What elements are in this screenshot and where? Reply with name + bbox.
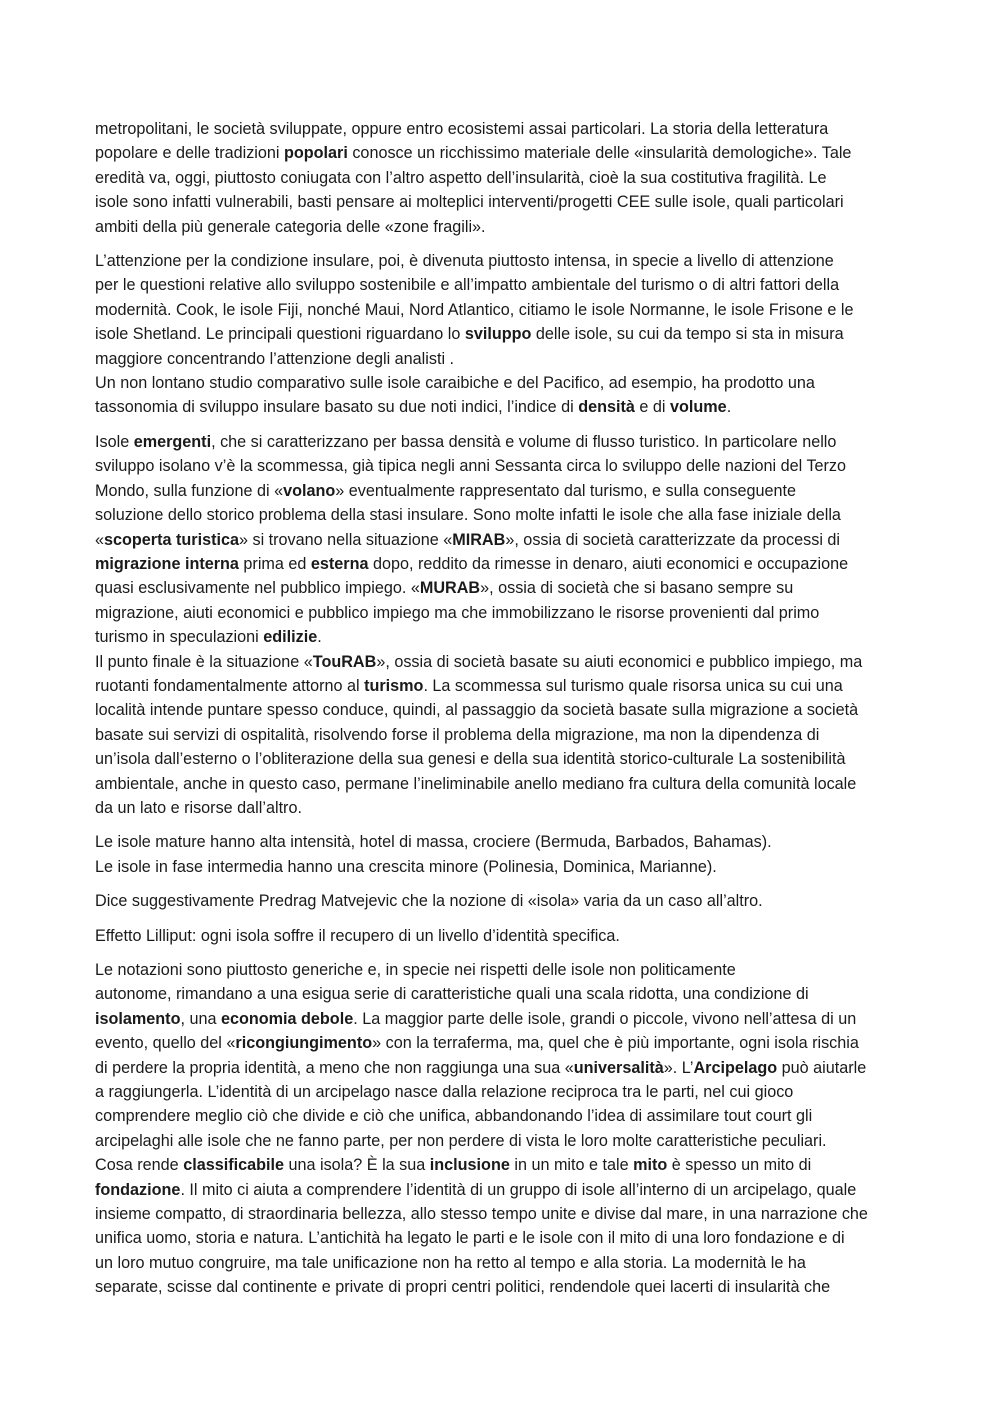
bold-term: volume <box>670 398 727 417</box>
bold-term: TouRAB <box>312 652 377 671</box>
text-run: autonome, rimandano a una esigua serie di caratteristiche quali una scala ridotta, una condizione di <box>95 985 809 1004</box>
text-line <box>95 298 915 322</box>
paragraph <box>95 249 915 420</box>
bold-term: scoperta turistica <box>104 530 239 549</box>
text-run: ambiti della più generale categoria delle «zone fragili». <box>95 217 486 236</box>
paragraph <box>95 430 915 821</box>
text-run: Le notazioni sono piuttosto generiche e, in specie nei rispetti delle isole non politicamente <box>95 961 736 979</box>
text-run: a raggiungerla. L’identità di un arcipelago nasce dalla relazione reciproca tra le parti, nel cui gioco <box>95 1083 794 1102</box>
text-run: una isola? È la sua <box>283 1156 430 1175</box>
paragraph <box>95 924 915 948</box>
text-run: eredità va, oggi, piuttosto coniugata con l’altro aspetto dell’insularità, cioè la sua costitutiva fragilità. Le <box>95 168 827 187</box>
text-line <box>95 796 915 820</box>
text-run: Effetto Lilliput: ogni isola soffre il recupero di un livello d’identità specifica. <box>95 926 620 945</box>
text-line <box>95 371 915 395</box>
text-line <box>95 1226 915 1250</box>
bold-term: migrazione interna <box>95 554 239 573</box>
paragraph <box>95 889 915 913</box>
text-line <box>95 958 915 982</box>
paragraph <box>95 117 915 239</box>
text-run: Mondo, sulla funzione di « <box>95 481 284 500</box>
text-line <box>95 322 915 346</box>
text-line <box>95 479 915 503</box>
text-run: « <box>95 530 105 549</box>
text-line <box>95 889 915 913</box>
text-line <box>95 723 915 747</box>
text-line <box>95 601 915 625</box>
bold-term: MURAB <box>419 579 481 598</box>
text-run: è spesso un mito di <box>667 1156 812 1175</box>
text-run: » eventualmente rappresentato dal turismo, e sulla conseguente <box>335 481 796 500</box>
text-line <box>95 273 915 297</box>
text-run: in un mito e tale <box>509 1156 634 1175</box>
text-line <box>95 698 915 722</box>
text-run: . La scommessa sul turismo quale risorsa unica su cui una <box>423 676 843 695</box>
text-line <box>95 747 915 771</box>
text-run: modernità. Cook, le isole Fiji, nonché Maui, Nord Atlantico, citiamo le isole Normanne, le isole Frisone e le <box>95 300 854 319</box>
text-line <box>95 576 915 600</box>
text-run: da un lato e risorse dall’altro. <box>95 798 302 817</box>
text-line <box>95 249 915 273</box>
text-run: Un non lontano studio comparativo sulle isole caraibiche e del Pacifico, ad esempio, ha prodotto una <box>95 374 815 393</box>
text-run: isole sono infatti vulnerabili, basti pensare ai molteplici interventi/progetti CEE sulle isole, quali particolari <box>95 193 844 212</box>
text-line <box>95 395 915 419</box>
bold-term: inclusione <box>429 1156 510 1175</box>
text-line <box>95 552 915 576</box>
text-run: può aiutarle <box>777 1058 867 1077</box>
text-run: metropolitani, le società sviluppate, oppure entro ecosistemi assai particolari. La storia della letteratura <box>95 120 829 138</box>
text-line <box>95 1129 915 1153</box>
text-run: ». L’ <box>663 1058 694 1077</box>
text-run: prima ed <box>238 554 311 573</box>
text-run: arcipelaghi alle isole che ne fanno parte, per non perdere di vista le loro molte caratteristiche peculiari. <box>95 1131 827 1150</box>
text-run: . Il mito ci aiuta a comprendere l’identità di un gruppo di isole all’interno di un arcipelago, quale <box>180 1180 857 1199</box>
text-line <box>95 1178 915 1202</box>
bold-term: popolari <box>283 144 348 163</box>
bold-term: universalità <box>573 1058 664 1077</box>
paragraph <box>95 958 915 1300</box>
text-run: . La maggior parte delle isole, grandi o piccole, vivono nell’attesa di un <box>353 1009 857 1028</box>
text-run: conosce un ricchissimo materiale delle «insularità demologiche». Tale <box>347 144 852 163</box>
text-run: . <box>317 628 322 647</box>
bold-term: sviluppo <box>464 325 532 344</box>
bold-term: MIRAB <box>452 530 506 549</box>
text-line <box>95 1202 915 1226</box>
text-run: . <box>726 398 732 417</box>
text-run: tassonomia di sviluppo insulare basato su due noti indici, l’indice di <box>95 398 579 417</box>
text-line <box>95 674 915 698</box>
text-run: », ossia di società basate su aiuti economici e pubblico impiego, ma <box>376 652 863 671</box>
text-run: dopo, reddito da rimesse in denaro, aiuti economici e occupazione <box>368 554 849 573</box>
text-run: » si trovano nella situazione « <box>238 530 453 549</box>
text-run: di perdere la propria identità, a meno che non raggiunga una sua « <box>95 1058 574 1077</box>
text-run: sviluppo isolano v’è la scommessa, già tipica negli anni Sessanta circa lo sviluppo delle nazioni del Terzo <box>95 457 847 476</box>
text-line <box>95 1104 915 1128</box>
bold-term: turismo <box>364 676 424 695</box>
text-run: turismo in speculazioni <box>95 628 264 647</box>
text-line <box>95 1007 915 1031</box>
text-run: per le questioni relative allo sviluppo sostenibile e all’impatto ambientale del turismo o di altri fattori della <box>95 276 840 295</box>
text-run: popolare e delle tradizioni <box>95 144 284 163</box>
text-line <box>95 215 915 239</box>
text-line <box>95 1031 915 1055</box>
text-line <box>95 347 915 371</box>
text-line <box>95 141 915 165</box>
text-run: un loro mutuo congruire, ma tale unificazione non ha retto al tempo e alla storia. La modernità le ha <box>95 1253 806 1272</box>
text-run: », ossia di società che si basano sempre su <box>480 579 794 598</box>
text-line <box>95 190 915 214</box>
text-run: Le isole in fase intermedia hanno una crescita minore (Polinesia, Dominica, Marianne). <box>95 857 717 876</box>
text-run: », ossia di società caratterizzate da processi di <box>505 530 841 549</box>
bold-term: isolamento <box>95 1009 181 1028</box>
text-line <box>95 454 915 478</box>
bold-term: edilizie <box>263 628 318 647</box>
paragraph <box>95 830 915 879</box>
bold-term: emergenti <box>133 432 212 451</box>
bold-term: volano <box>283 481 336 500</box>
text-run: maggiore concentrando l’attenzione degli analisti . <box>95 349 455 368</box>
bold-term: fondazione <box>95 1180 181 1199</box>
text-run: » con la terraferma, ma, quel che è più importante, ogni isola rischia <box>372 1034 859 1053</box>
text-line <box>95 430 915 454</box>
bold-term: Arcipelago <box>693 1058 778 1077</box>
text-line <box>95 855 915 879</box>
text-line <box>95 650 915 674</box>
text-run: ruotanti fondamentalmente attorno al <box>95 676 365 695</box>
text-run: Cosa rende <box>95 1156 184 1175</box>
text-run: Le isole mature hanno alta intensità, hotel di massa, crociere (Bermuda, Barbados, Bahamas). <box>95 833 772 852</box>
text-line <box>95 1275 915 1299</box>
text-line <box>95 1251 915 1275</box>
text-run: isole Shetland. Le principali questioni riguardano lo <box>95 325 465 344</box>
text-run: , che si caratterizzano per bassa densità e volume di flusso turistico. In particolare nello <box>211 432 837 451</box>
text-line <box>95 982 915 1006</box>
text-line <box>95 924 915 948</box>
bold-term: esterna <box>310 554 369 573</box>
text-run: un’isola dall’esterno o l’obliterazione della sua genesi e della sua identità storico-culturale La sostenibilità <box>95 750 846 769</box>
text-line <box>95 528 915 552</box>
bold-term: mito <box>633 1156 668 1175</box>
text-run: delle isole, su cui da tempo si sta in misura <box>531 325 844 344</box>
text-line <box>95 830 915 854</box>
text-run: L’attenzione per la condizione insulare, poi, è divenuta piuttosto intensa, in specie a livello di attenzione <box>95 252 834 271</box>
bold-term: classificabile <box>183 1156 284 1175</box>
text-line <box>95 1080 915 1104</box>
text-line <box>95 772 915 796</box>
bold-term: economia debole <box>220 1009 354 1028</box>
text-line <box>95 117 915 141</box>
text-run: soluzione dello storico problema della stasi insulare. Sono molte infatti le isole che alla fase iniziale della <box>95 506 841 525</box>
text-run: separate, scisse dal continente e private di propri centri politici, rendendole quei lacerti di insularità che <box>95 1278 831 1297</box>
text-run: ambientale, anche in questo caso, permane l’ineliminabile anello mediano fra cultura della comunità locale <box>95 774 857 793</box>
text-run: basate sui servizi di ospitalità, risolvendo forse il problema della migrazione, ma non la dipendenza di <box>95 725 820 744</box>
document-body <box>95 117 915 1310</box>
text-run: Isole <box>95 432 134 451</box>
text-run: unifica uomo, storia e natura. L’antichità ha legato le parti e le isole con il mito di una loro fondazione e di <box>95 1229 845 1248</box>
text-line <box>95 1153 915 1177</box>
text-line <box>95 166 915 190</box>
text-run: evento, quello del « <box>95 1034 236 1053</box>
text-run: e di <box>634 398 671 417</box>
text-run: comprendere meglio ciò che divide e ciò che unifica, abbandonando l’idea di assimilare tout court gli <box>95 1107 813 1126</box>
text-run: Il punto finale è la situazione « <box>95 652 313 671</box>
text-run: migrazione, aiuti economici e pubblico impiego ma che immobilizzano le risorse provenienti dal primo <box>95 603 820 622</box>
text-run: insieme compatto, di straordinaria bellezza, allo stesso tempo unite e divise dal mare, in una narrazione che <box>95 1205 868 1224</box>
bold-term: ricongiungimento <box>235 1034 373 1053</box>
text-run: Dice suggestivamente Predrag Matvejevic che la nozione di «isola» varia da un caso all’altro. <box>95 892 763 911</box>
text-line <box>95 625 915 649</box>
text-line <box>95 1056 915 1080</box>
text-line <box>95 503 915 527</box>
text-run: , una <box>180 1009 221 1028</box>
text-run: quasi esclusivamente nel pubblico impiego. « <box>95 579 420 598</box>
text-run: località intende puntare spesso conduce, quindi, al passaggio da società basate sulla migrazione a società <box>95 701 859 720</box>
bold-term: densità <box>578 398 635 417</box>
